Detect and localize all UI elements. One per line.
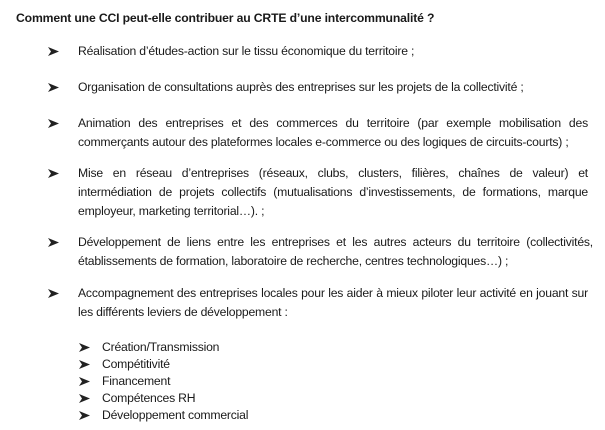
document-title: Comment une CCI peut-elle contribuer au CRTE d’une intercommunalité ? bbox=[16, 11, 435, 25]
sub-list-item bbox=[79, 356, 170, 373]
sub-list-item-text: Financement bbox=[102, 374, 171, 388]
arrowhead-bullet-icon bbox=[79, 339, 93, 356]
list-item bbox=[48, 114, 588, 152]
list-item-text: Organisation de consultations auprès des entreprises sur les projets de la collectivité ; bbox=[78, 80, 524, 94]
sub-list-item-text: Compétitivité bbox=[102, 357, 170, 371]
sub-list-item bbox=[79, 339, 219, 356]
arrowhead-bullet-icon bbox=[48, 164, 62, 183]
list-item-text: Mise en réseau d’entreprises (réseaux, clubs, clusters, filières, chaînes de valeur) et intermédiation de projets collectifs (mutualisations d’investissements, de formations, marque employeur, marketing territorial…). ; bbox=[78, 166, 588, 218]
list-item-text: Accompagnement des entreprises locales pour les aider à mieux piloter leur activité en jouant sur les différents leviers de développement : bbox=[78, 286, 588, 319]
arrowhead-bullet-icon bbox=[79, 407, 93, 424]
arrowhead-bullet-icon bbox=[79, 390, 93, 407]
list-item-text: Réalisation d’études-action sur le tissu économique du territoire ; bbox=[78, 44, 415, 58]
sub-list-item-text: Création/Transmission bbox=[102, 340, 220, 354]
arrowhead-bullet-icon bbox=[48, 42, 62, 61]
arrowhead-bullet-icon bbox=[48, 78, 62, 97]
list-item-text: Animation des entreprises et des commerces du territoire (par exemple mobilisation des commerçants autour des plateformes locales e-commerce ou des logiques de circuits-courts) ; bbox=[78, 116, 588, 149]
sub-list-item bbox=[79, 407, 248, 424]
sub-list-item bbox=[79, 373, 170, 390]
arrowhead-bullet-icon bbox=[79, 356, 93, 373]
arrowhead-bullet-icon bbox=[48, 284, 62, 303]
list-item bbox=[48, 42, 588, 61]
sub-list-item bbox=[79, 390, 195, 407]
sub-list-item-text: Compétences RH bbox=[102, 391, 196, 405]
list-item bbox=[48, 78, 588, 97]
arrowhead-bullet-icon bbox=[79, 373, 93, 390]
list-item-text: Développement de liens entre les entreprises et les autres acteurs du territoire (collectivités, établissements de formation, laboratoire de recherche, centres technologiques…) ; bbox=[78, 235, 593, 268]
arrowhead-bullet-icon bbox=[48, 114, 62, 133]
list-item bbox=[48, 164, 588, 221]
arrowhead-bullet-icon bbox=[48, 233, 62, 252]
list-item bbox=[48, 233, 593, 271]
list-item bbox=[48, 284, 588, 322]
sub-list-item-text: Développement commercial bbox=[102, 408, 249, 422]
